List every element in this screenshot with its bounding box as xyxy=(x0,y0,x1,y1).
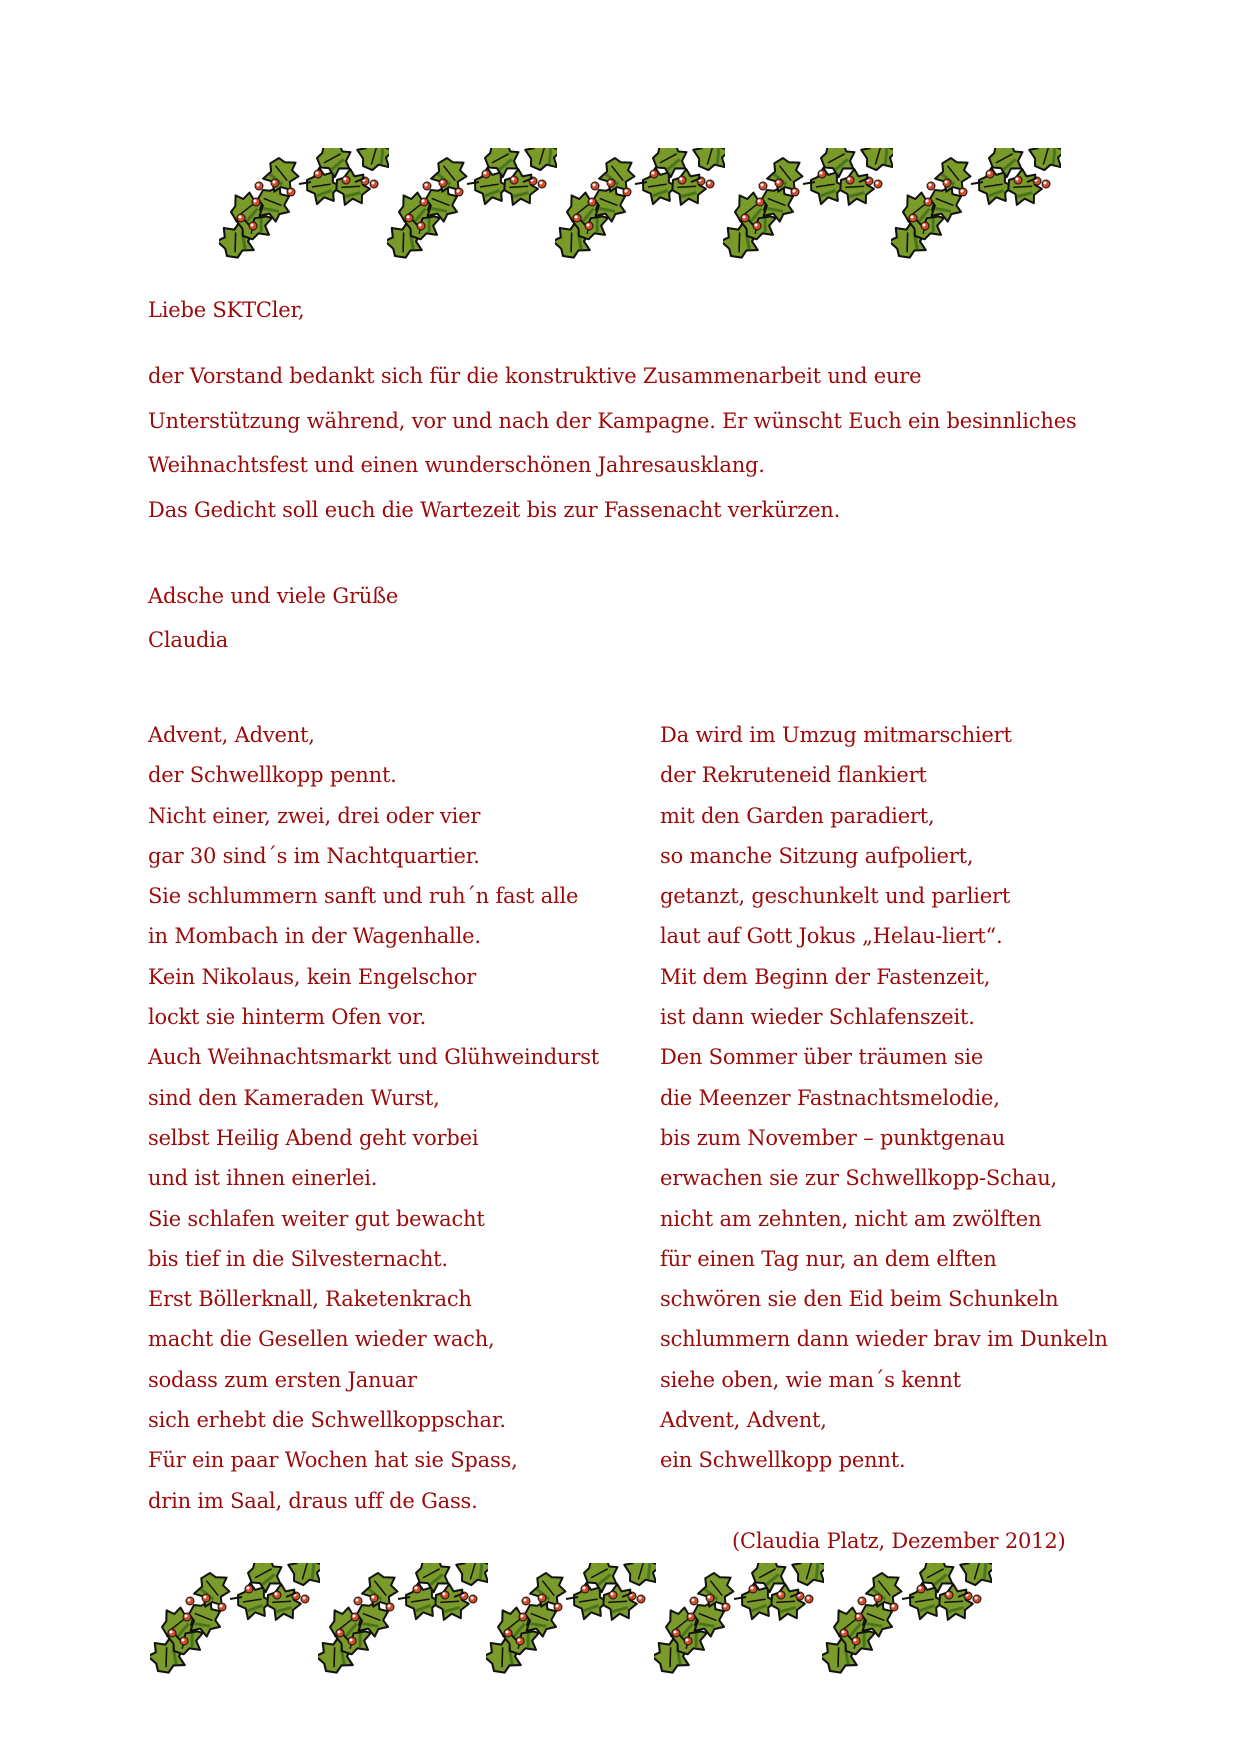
holly-garland-icon xyxy=(723,148,893,266)
poem-line: lockt sie hinterm Ofen vor. xyxy=(148,1005,426,1030)
holly-garland-icon xyxy=(219,148,389,266)
poem-line: macht die Gesellen wieder wach, xyxy=(148,1327,495,1352)
poem-line: nicht am zehnten, nicht am zwölften xyxy=(660,1206,1042,1231)
holly-garland-icon xyxy=(486,1563,656,1681)
poem-left-column xyxy=(148,722,599,1528)
poem-line: Sie schlummern sanft und ruh´n fast alle xyxy=(148,884,579,909)
poem-line: für einen Tag nur, an dem elften xyxy=(660,1246,997,1271)
poem-line: so manche Sitzung aufpoliert, xyxy=(660,843,974,868)
poem-line: Erst Böllerknall, Raketenkrach xyxy=(148,1287,472,1312)
poem-line: sodass zum ersten Januar xyxy=(148,1367,417,1392)
poem-line: Für ein paar Wochen hat sie Spass, xyxy=(148,1448,518,1473)
poem-line: der Rekruteneid flankiert xyxy=(660,763,927,788)
poem-line: sich erhebt die Schwellkoppschar. xyxy=(148,1408,506,1433)
holly-garland-icon xyxy=(387,148,557,266)
poem-line: die Meenzer Fastnachtsmelodie, xyxy=(660,1085,1000,1110)
poem-line: Auch Weihnachtsmarkt und Glühweindurst xyxy=(148,1045,600,1070)
poem-line: getanzt, geschunkelt und parliert xyxy=(660,884,1011,909)
poem-line: gar 30 sind´s im Nachtquartier. xyxy=(148,843,480,868)
poem-line: erwachen sie zur Schwellkopp-Schau, xyxy=(660,1166,1058,1191)
poem-line: selbst Heilig Abend geht vorbei xyxy=(148,1125,479,1150)
poem-line: Nicht einer, zwei, drei oder vier xyxy=(148,803,481,828)
poem-line: drin im Saal, draus uff de Gass. xyxy=(148,1488,478,1513)
holly-garland-icon xyxy=(654,1563,824,1681)
poem-line: Kein Nikolaus, kein Engelschor xyxy=(148,964,477,989)
signature: Claudia xyxy=(148,628,229,652)
poem-line: schlummern dann wieder brav im Dunkeln xyxy=(660,1327,1108,1352)
letter-body-line: Unterstützung während, vor und nach der Kampagne. Er wünscht Euch ein besinnliches xyxy=(148,409,1077,433)
holly-garland-icon xyxy=(822,1563,992,1681)
poem-line: laut auf Gott Jokus „Helau-liert“. xyxy=(660,924,1003,949)
poem-line: bis zum November – punktgenau xyxy=(660,1125,1006,1150)
poem-line: Sie schlafen weiter gut bewacht xyxy=(148,1206,485,1231)
holly-garland-icon xyxy=(150,1563,320,1681)
poem-line: ist dann wieder Schlafenszeit. xyxy=(660,1005,975,1030)
bottom-holly-border xyxy=(0,1563,1240,1683)
top-holly-border xyxy=(0,148,1240,268)
poem-line: bis tief in die Silvesternacht. xyxy=(148,1246,448,1271)
poem-attribution: (Claudia Platz, Dezember 2012) xyxy=(732,1529,1066,1553)
poem-line: Advent, Advent, xyxy=(660,1408,827,1433)
poem-line: und ist ihnen einerlei. xyxy=(148,1166,378,1191)
letter-body-line: Weihnachtsfest und einen wunderschönen Jahresausklang. xyxy=(148,453,765,477)
poem-line: Da wird im Umzug mitmarschiert xyxy=(660,723,1012,747)
closing: Adsche und viele Grüße xyxy=(148,584,399,608)
poem-line: der Schwellkopp pennt. xyxy=(148,763,397,788)
poem-line: sind den Kameraden Wurst, xyxy=(148,1085,440,1110)
poem-line: schwören sie den Eid beim Schunkeln xyxy=(660,1287,1059,1312)
poem-line: Mit dem Beginn der Fastenzeit, xyxy=(660,964,991,989)
poem-line: mit den Garden paradiert, xyxy=(660,803,935,828)
poem-right-column xyxy=(660,722,1108,1488)
holly-garland-icon xyxy=(891,148,1061,266)
poem-line: Advent, Advent, xyxy=(148,723,315,747)
letter-body-line: der Vorstand bedankt sich für die konstruktive Zusammenarbeit und eure xyxy=(148,364,922,388)
poem-line: siehe oben, wie man´s kennt xyxy=(660,1367,961,1392)
salutation: Liebe SKTCler, xyxy=(148,298,305,322)
poem-line: in Mombach in der Wagenhalle. xyxy=(148,924,481,949)
letter-body-line: Das Gedicht soll euch die Wartezeit bis zur Fassenacht verkürzen. xyxy=(148,498,841,522)
holly-garland-icon xyxy=(555,148,725,266)
holly-garland-icon xyxy=(318,1563,488,1681)
poem-line: ein Schwellkopp pennt. xyxy=(660,1448,906,1473)
poem-line: Den Sommer über träumen sie xyxy=(660,1045,984,1070)
